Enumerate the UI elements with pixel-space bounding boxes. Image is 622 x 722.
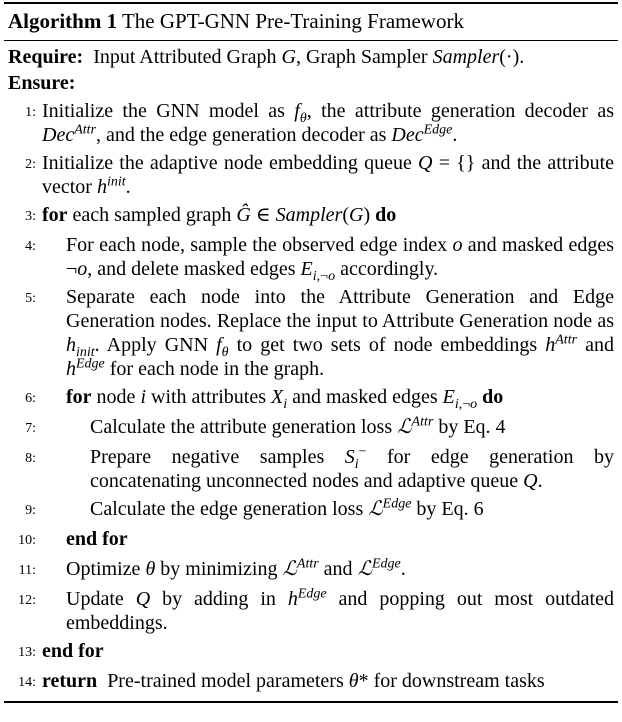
step-10: [8, 527, 614, 553]
step-text: Update Q by adding in $h^{Edge}$ and popping out most outdated embeddings.: [66, 586, 614, 634]
do-keyword: do: [482, 386, 504, 408]
line-number: 13:: [18, 645, 36, 660]
ensure-line: [8, 71, 614, 95]
step-text: for each sampled graph Ĝ ∈ Sampler(G) do: [42, 204, 397, 226]
for-keyword: for: [42, 204, 68, 226]
algorithm-name: The GPT-GNN Pre-Training Framework: [121, 9, 464, 33]
line-number: 2:: [25, 157, 36, 172]
algorithm-label: Algorithm 1: [8, 9, 118, 33]
step-text: return Pre-trained model parameters θ* for downstream tasks: [42, 670, 545, 692]
line-number: 7:: [25, 421, 36, 436]
line-number: 14:: [18, 675, 36, 690]
line-number: 3:: [25, 209, 36, 224]
step-12: [8, 587, 614, 635]
require-line: [8, 45, 614, 69]
line-number: 9:: [25, 503, 36, 518]
line-number: 10:: [18, 533, 36, 548]
step-14: [8, 669, 614, 695]
do-keyword: do: [375, 204, 397, 226]
step-6: [8, 385, 614, 411]
step-11: [8, 557, 614, 583]
step-text: [42, 527, 614, 551]
step-2: [8, 151, 614, 199]
end-for-keyword: end for: [42, 640, 104, 662]
step-text: For each node, sample the observed edge index o and masked edges ¬o, and delete masked edges $E_{i,\neg o}$ accordingly.: [66, 234, 614, 284]
step-text: Calculate the attribute generation loss ℒ$^{Attr}$ by Eq. 4: [90, 414, 506, 438]
step-text: [42, 639, 614, 663]
step-text: Calculate the edge generation loss ℒ$^{Edge}$ by Eq. 6: [90, 496, 484, 520]
step-3: [8, 203, 614, 229]
algorithm-body: [4, 41, 618, 695]
line-number: 11:: [18, 563, 36, 578]
line-number: 8:: [25, 451, 36, 466]
step-text: for node i with attributes $X_i$ and masked edges $E_{i,\neg o}$ do: [66, 386, 504, 412]
step-9: [8, 497, 614, 523]
line-number: 5:: [25, 291, 36, 306]
step-4: [8, 233, 614, 284]
require-keyword: Require:: [8, 46, 84, 68]
step-text: Prepare negative samples $S_i^-$ for edge generation by concatenating unconnected nodes and adaptive queue Q.: [90, 444, 614, 492]
step-8: [8, 445, 614, 493]
step-7: [8, 415, 614, 441]
step-13: [8, 639, 614, 665]
end-for-keyword: end for: [66, 528, 128, 550]
line-number: 1:: [25, 105, 36, 120]
line-number: 4:: [25, 239, 36, 254]
algorithm-title: [4, 4, 618, 37]
step-text: Separate each node into the Attribute Generation and Edge Generation nodes. Replace the input to Attribute Generation node as $h_{init}$. Apply GNN $f_\theta$ to get two sets of node embeddings $h^{Attr}$ and $h^{Edge}$ for each node in the graph.: [66, 286, 614, 380]
algorithm-box: [4, 2, 618, 703]
require-text: Input Attributed Graph G, Graph Sampler Sampler(·).: [88, 46, 525, 68]
line-number: 6:: [25, 391, 36, 406]
step-1: [8, 99, 614, 147]
step-5: [8, 285, 614, 381]
step-text: Optimize θ by minimizing ℒ$^{Attr}$ and ℒ$^{Edge}$.: [66, 556, 406, 580]
step-text: Initialize the GNN model as $f_\theta$, the attribute generation decoder as Dec$^{Attr}$, and the edge generation decoder as Dec$^{Edge}$.: [42, 100, 614, 146]
line-number: 12:: [18, 593, 36, 608]
step-text: Initialize the adaptive node embedding queue Q = {} and the attribute vector $h^{init}$.: [42, 152, 615, 198]
bottom-rule: [4, 701, 618, 703]
for-keyword: for: [66, 386, 92, 408]
return-keyword: return: [42, 670, 98, 692]
ensure-keyword: Ensure:: [8, 72, 76, 94]
